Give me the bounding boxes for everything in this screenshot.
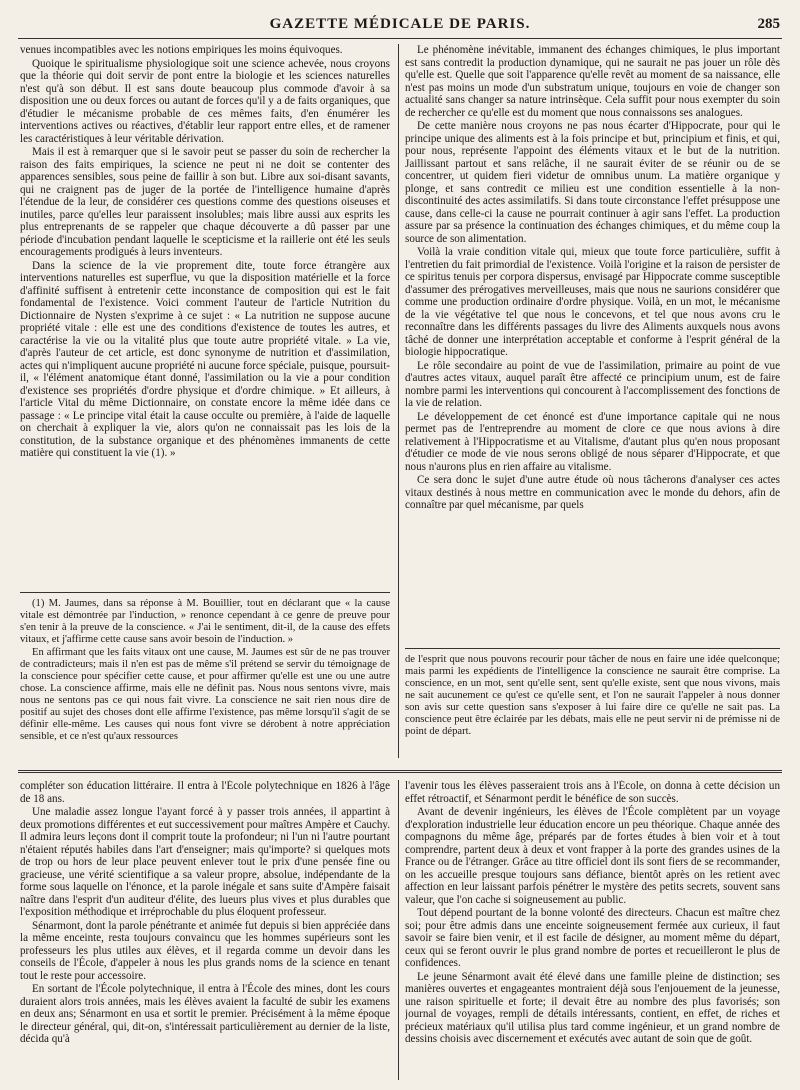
article-right-column [405,44,780,640]
paragraph: Quoique le spiritualisme physiologique soit une science achevée, nous croyons que la théorie qui doit servir de pont entre la biologie et les sciences naturelles n'est qu'à son début. Il est sans doute beaucoup plus commode d'avoir à sa disposition une ou deux forces ou autant de forces qu'il y a de faits organiques, que d'étudier le mécanisme probable de ces mêmes faits, d'en énumérer les interventions actives ou réactives, d'établir leur rapport entre elles, et de ramener les caractéristiques à leur véritable dérivation. [20,57,390,145]
column-divider [398,780,399,1080]
column-divider [398,44,399,758]
paragraph: Mais il est à remarquer que si le savoir peut se passer du soin de rechercher la raison des faits empiriques, la science ne peut ni ne doit se contenter des apparences sensibles, sous peine de faillir à son but. Libre aux soi-disant savants, qui ne craignent pas de juger de la portée de l'intelligence humaine d'après l'étendue de la leur, de considérer ces questions comme des questions oiseuses et inutiles, parce qu'elles leur paraissent insolubles; mais libre aussi aux esprits les plus entreprenants de se rappeler que chaque découverte a dû passer par une période d'incubation pendant laquelle le scepticisme et la raillerie ont été les seuls encouragements prodigués à leurs inventeurs. [20,146,390,258]
page-number: 285 [757,16,780,32]
paragraph: De cette manière nous croyons ne pas nous écarter d'Hippocrate, pour qui le principe unique des aliments est à la fois principe et but, principium et finis, et qui, pour nous, représente l'appoint des éléments vitaux et le but de la nutrition. Jaillissant partout et sans relâche, il ne saurait éviter de se réunir ou de se concentrer, ut quidem fieri videtur de omnibus unum. La matière organique y plonge, et sans contredit ce milieu est une condition essentielle à la non-discontinuité des actes assimilatifs. Si dans toute circonstance l'effet présuppose une cause, dans celle-ci la cause ne pourrait continuer à agir sans l'effet. La production assure par sa présence la continuation des échanges chimiques, et du même coup la source de son alimentation. [405,120,780,245]
section-separator [18,770,782,773]
biography-left-column [20,780,390,1080]
paragraph: Le développement de cet énoncé est d'une importance capitale qui ne nous permet pas de l'entreprendre au moment de clore ce que nous avions à dire relativement à l'Hippocratisme et au Vitalisme, d'autant plus qu'en nous proposant d'étudier ce mode de vie nous serons obligé de nous séparer d'Hippocrate, et que nous n'aurons plus en rien affaire au vitalisme. [405,410,780,473]
paragraph: Tout dépend pourtant de la bonne volonté des directeurs. Chacun est maître chez soi; pour être admis dans une enceinte soigneusement fermée aux curieux, il faut savoir se faire bien venir, et il est facile de désigner, au moment même du départ, ceux qui se feront ouvrir le plus grand nombre de portes et recueilleront le plus de confidences. [405,907,780,969]
paragraph: Le rôle secondaire au point de vue de l'assimilation, primaire au point de vue d'autres actes vitaux, auquel paraît être affecté ce principium unum, est de faire nombre parmi les interventions qui concourent à l'accomplissement des fonctions de la vie de relation. [405,359,780,409]
paragraph: Voilà la vraie condition vitale qui, mieux que toute force particulière, suffit à l'entretien du fait primordial de l'existence. Voilà l'origine et la raison de persister de ce spiritus tenuis per corpora dispersus, envisagé par Hippocrate comme susceptible d'assumer des prérogatives merveilleuses, mais que nous ne saurions considérer que comme une production ordinaire d'ordre physique. Voilà, en un mot, le mécanisme de la vie végétative tel que nous le concevons, et tel que nous avons cru le reconnaître dans les différents passages du livre des Aliments auxquels nous avons tâché de donner une interprétation acceptable et conforme à l'esprit général de la biologie hippocratique. [405,246,780,358]
paragraph: En sortant de l'École polytechnique, il entra à l'École des mines, dont les cours duraient alors trois années, mais les élèves avaient la faculté de subir les examens en deux ans; Sénarmont en usa et sortit le premier. Précisément à la même époque le directeur général, qui, dit-on, s'intéressait particulièrement au dernier de la liste, décida qu'à [20,983,390,1045]
footnote-left [20,598,390,758]
paragraph: Ce sera donc le sujet d'une autre étude où nous tâcherons d'analyser ces actes vitaux destinés à nous mettre en communication avec le monde du dehors, afin de connaître par quel mécanisme, par quels [405,474,780,511]
page-header [18,14,782,39]
biography-right-column [405,780,780,1080]
paragraph: Sénarmont, dont la parole pénétrante et animée fut depuis si bien appréciée dans la même enceinte, resta toujours convaincu que les hommes supérieurs sont les professeurs les plus utiles aux élèves, et il regarda comme un devoir dans les conseils de l'École, d'appeler à nous les plus grands noms de la science en tenant tout le reste pour accessoire. [20,919,390,982]
journal-title: GAZETTE MÉDICALE DE PARIS. [269,16,531,32]
footnote-right [405,654,780,758]
paragraph: compléter son éducation littéraire. Il entra à l'École polytechnique en 1826 à l'âge de 18 ans. [20,780,390,805]
article-left-column [20,44,390,584]
paragraph: venues incompatibles avec les notions empiriques les moins équivoques. [20,44,343,56]
footnote-separator [405,648,780,649]
footnote-paragraph: de l'esprit que nous pouvons recourir pour tâcher de nous en faire une idée quelconque; mais parmi les expédients de l'intelligence la conscience ne saurait être comprise. La conscience, en un mot, sent qu'elle sent, sent qu'elle existe, sent que nous vivons, mais ne sait aucunement ce qu'est ce qu'elle sent, et l'on ne saurait l'appeler à nous donner son avis sur cette question sans s'exposer à lui faire dire ce qu'elle ne sait pas. La conscience peut être éclairée par les débats, mais elle ne peut servir ni de prémisse ni de point de départ. [405,654,780,737]
paragraph: l'avenir tous les élèves passeraient trois ans à l'École, on donna à cette décision un effet rétroactif, et Sénarmont perdit le bénéfice de son succès. [405,780,780,805]
footnote-separator [20,592,390,593]
paragraph: Dans la science de la vie proprement dite, toute force étrangère aux interventions naturelles est superflue, vu que la disposition matérielle et la force d'affinité suffisent à entretenir cette inconstance de composition qui est le fait fondamental de l'existence. Voici comment l'auteur de l'article Nutrition du Dictionnaire de Nysten s'exprime à ce sujet : « La nutrition ne suppose aucune propriété vitale : elle est une des conditions d'existence de toutes les autres, et caractérise la vie ou la vitalité plus que toute autre propriété vitale. » La vie, d'après l'auteur de cet article, est donc synonyme de nutrition et d'assimilation, actes qui n'impliquent aucune propriété ni aucune force spéciale, puisque, poursuit-il, « l'élément anatomique étant donné, l'assimilation ou la vie a pour condition d'existence ses propriétés d'ordre physique et d'ordre chimique. » Et ailleurs, à l'article Vital du même Dictionnaire, on constate encore la même idée dans ce passage : « Le principe vital était la cause occulte ou première, à l'aide de laquelle on cherchait à expliquer la vie, alors qu'on ne connaissait pas les lois de la constitution, de la substance organique et des phénomènes immanents de cette matière qui constituent la vie (1). » [20,259,390,459]
footnote-paragraph: (1) M. Jaumes, dans sa réponse à M. Bouillier, tout en déclarant que « la cause vitale est démontrée par l'induction, » renonce cependant à ce genre de preuve pour s'en tenir à la preuve de la conscience. « J'ai le sentiment, dit-il, de la cause des effets vitaux, et j'affirme cette cause sans avoir besoin de l'induction. » [20,598,390,645]
footnote-paragraph: En affirmant que les faits vitaux ont une cause, M. Jaumes est sûr de ne pas trouver de contradicteurs; mais il n'en est pas de même s'il prétend se servir du témoignage de la conscience pour spécifier cette cause, et pour affirmer qu'elle est une ou une autre chose. La conscience affirme, mais elle ne définit pas. Nous nous sentons vivre, mais nous ne sentons pas ce qui nous fait vivre. La conscience ne sait rien nous dire de positif au sujet des choses dont elle affirme l'existence, pas même lorsqu'il s'agit de se définir elle-même. Les causes qui nous font vivre se dérobent à notre appréciation sensible, et ce n'est qu'aux ressources [20,647,390,742]
paragraph: Le jeune Sénarmont avait été élevé dans une famille pleine de distinction; ses manières ouvertes et engageantes montraient déjà sous l'enjouement de la jeunesse, une raison spirituelle et forte; il devait être au nombre des plus favorisés; son journal de voyages, rempli de détails intéressants, contient, en effet, de riches et précieux matériaux qu'il utilisa plus tard comme ingénieur, et un grand nombre de dessins choisis avec discernement et exécutés avec autant de soin que de goût. [405,970,780,1045]
paragraph: Avant de devenir ingénieurs, les élèves de l'École complètent par un voyage d'exploration industrielle leur éducation encore un peu théorique. Chaque année des compagnons du même âge, préparés par de fortes études à bien voir et à tout comprendre, partent deux à deux et vont frapper à la porte des grandes usines de la France ou de l'étranger. Grâce au titre officiel dont ils sont fiers de se recommander, on les accueille presque toujours sans défiance, bientôt après on les retient avec affection en leur laissant parfois pénétrer le mystère des petits secrets, souvent sans valeur, que l'on cache si soigneusement au public. [405,806,780,906]
paragraph: Une maladie assez longue l'ayant forcé à y passer trois années, il appartint à deux promotions différentes et eut successivement pour maîtres Ampère et Cauchy. Il admira leurs leçons dont il comprit toute la profondeur; ni l'un ni l'autre pourtant n'étaient réputés habiles dans l'art d'enseigner; mais qu'importe? si quelques mots de trop ou hors de leur place peuvent enlever tout le prix d'une pensée fine ou gracieuse, une vérité scientifique a sa valeur propre, absolue, indépendante de la forme sous laquelle on l'énonce, et la parole inégale et sans suite d'Ampère faisait naître dans l'esprit d'un auditeur d'élite, des lueurs plus vives et plus durables que l'exposition méthodique et irréprochable du plus éloquent professeur. [20,806,390,918]
paragraph: Le phénomène inévitable, immanent des échanges chimiques, le plus important est sans contredit la production dynamique, qui ne saurait ne pas jouer un rôle dès qu'elle est. Quelle que soit l'apparence qu'elle revêt au moment de sa naissance, elle n'est pas moins un mode d'un substratum unique, toujours en voie de changer son actualité sans changer sa nature intrinsèque. Cela suffit pour nous exempter du soin de rechercher ce qu'elle est du moment que nous connaissons ses analogues. [405,44,780,119]
